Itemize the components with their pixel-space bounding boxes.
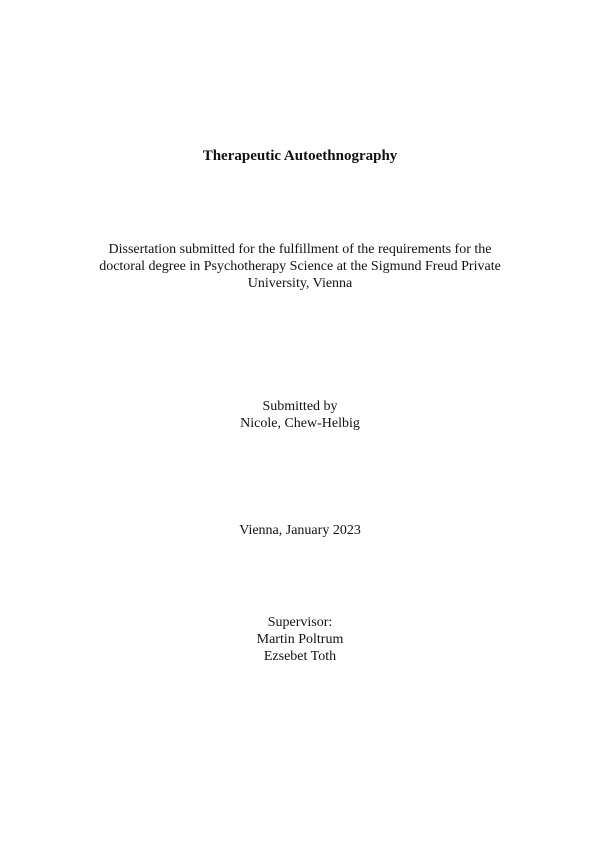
author-name: Nicole, Chew-Helbig: [240, 416, 360, 431]
submitted-label: Submitted by: [262, 399, 338, 414]
description-line: Dissertation submitted for the fulfillment of the requirements for the: [108, 242, 492, 257]
submitted-by-section: [0, 398, 600, 432]
thesis-title: [0, 147, 600, 165]
dissertation-description: [0, 241, 600, 292]
supervisor-name: Martin Poltrum: [256, 632, 344, 647]
place-date: [0, 522, 600, 539]
description-line: doctoral degree in Psychotherapy Science at the Sigmund Freud Private: [99, 259, 501, 274]
supervisor-section: [0, 614, 600, 665]
supervisor-label: Supervisor:: [267, 615, 333, 630]
title-text: Therapeutic Autoethnography: [202, 148, 398, 164]
description-line: University, Vienna: [247, 276, 353, 291]
supervisor-name: Ezsebet Toth: [263, 649, 337, 664]
place-date-text: Vienna, January 2023: [239, 523, 361, 538]
